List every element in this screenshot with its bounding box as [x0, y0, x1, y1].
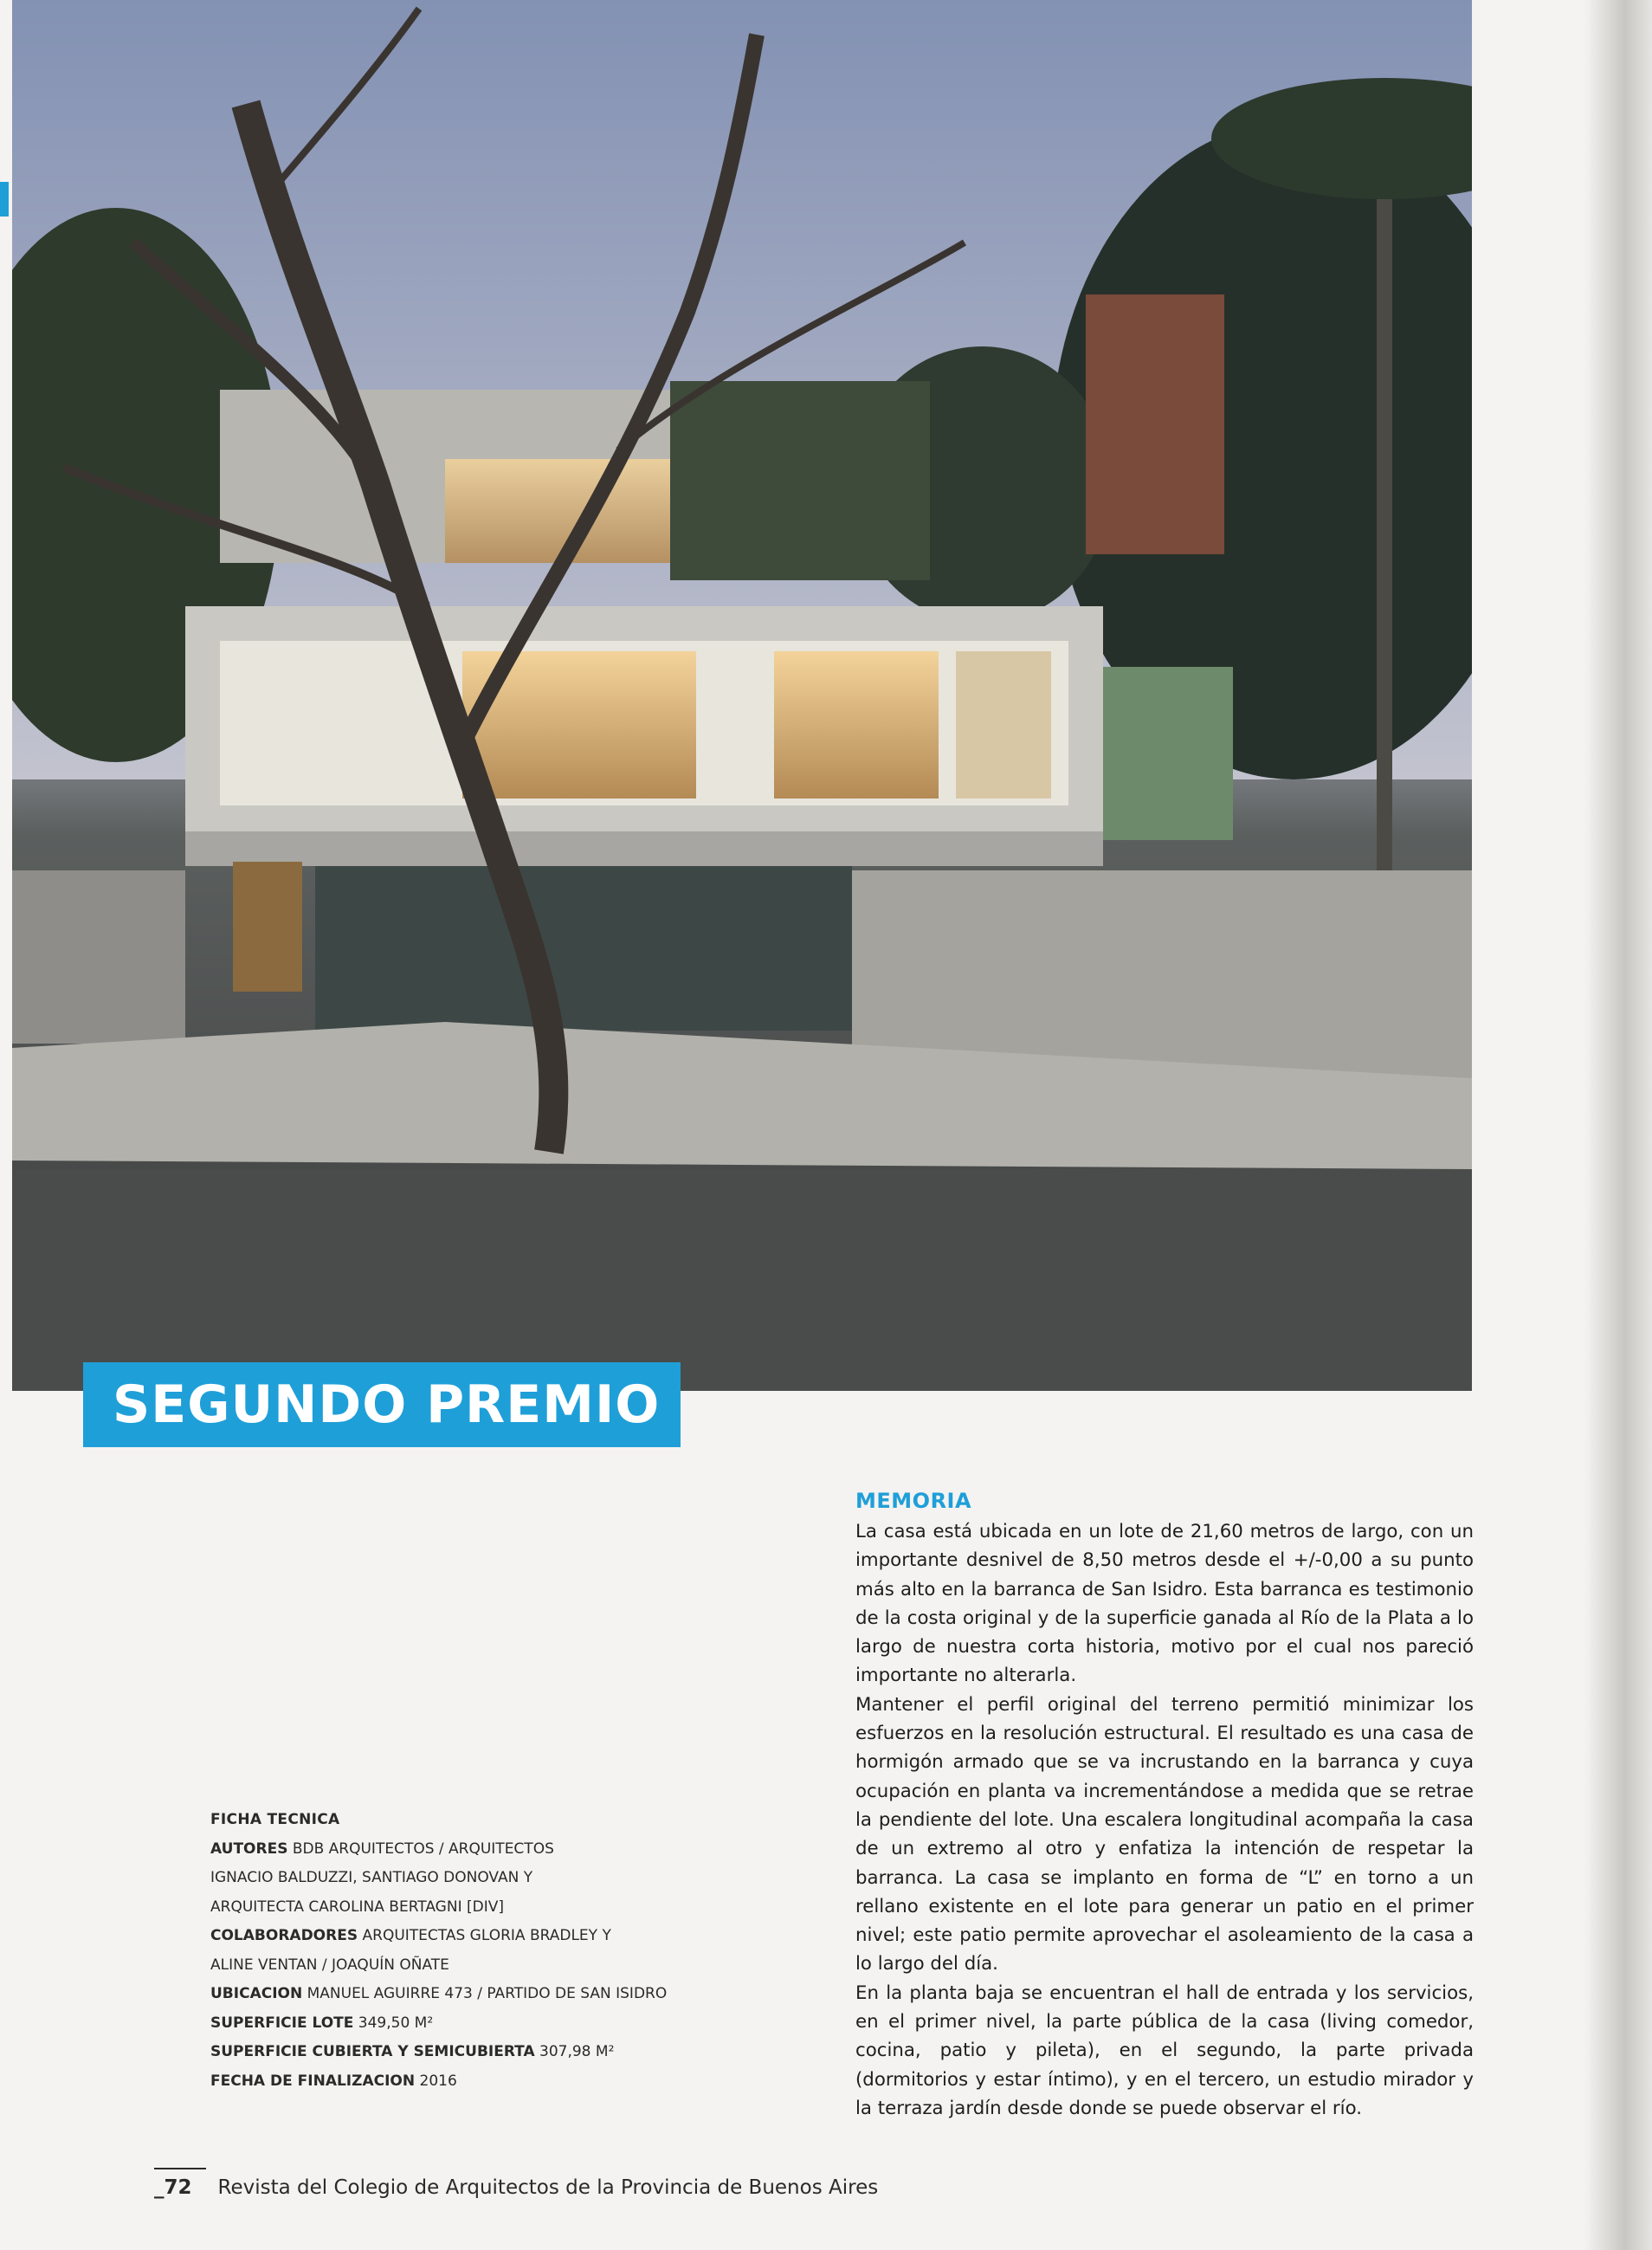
ubicacion-row	[210, 1980, 695, 2009]
page-fold-shadow	[1584, 0, 1652, 2250]
colaboradores-label: COLABORADORES	[210, 1927, 358, 1944]
lote-row	[210, 2009, 695, 2039]
autores-row	[210, 1835, 695, 1865]
memoria-paragraph-1: La casa está ubicada en un lote de 21,60 metros de largo, con un importante desnivel de 8,50 metros desde el +/-0,00 a su punto más alto en la barranca de San Isidro. Esta barranca es testimonio de la costa original y de la superficie ganada al Río de la Plata a lo largo de nuestra corta historia, motivo por el cual nos pareció importante no alterarla.	[855, 1521, 1474, 1687]
blue-edge-marker	[0, 182, 9, 217]
memoria-title: MEMORIA	[855, 1489, 972, 1513]
house-illustration	[12, 0, 1472, 1391]
cubierta-value: 307,98 M²	[539, 2043, 615, 2060]
memoria-paragraph-3: En la planta baja se encuentran el hall de entrada y los servicios, en el primer nivel, la parte pública de la casa (living comedor, cocina, patio y pileta), en el segundo, la parte privada (dormitorios y estar íntimo), y en el tercero, un estudio mirador y la terraza jardín desde donde se puede observar el río.	[855, 1982, 1474, 2119]
cubierta-label: SUPERFICIE CUBIERTA Y SEMICUBIERTA	[210, 2043, 535, 2060]
lote-label: SUPERFICIE LOTE	[210, 2014, 354, 2032]
fecha-value: 2016	[419, 2072, 457, 2090]
page-number: _72	[154, 2176, 192, 2199]
page-footer	[154, 2176, 878, 2199]
fecha-label: FECHA DE FINALIZACION	[210, 2072, 416, 2090]
house-photograph	[12, 0, 1472, 1391]
autores-line-1: BDB ARQUITECTOS / ARQUITECTOS	[292, 1839, 554, 1858]
memoria-section	[855, 1484, 1474, 2123]
colaboradores-row	[210, 1922, 695, 1951]
autores-line-3: ARQUITECTA CAROLINA BERTAGNI [DIV]	[210, 1898, 504, 1916]
memoria-paragraph-2: Mantener el perfil original del terreno permitió minimizar los esfuerzos en la resolución estructural. El resultado es una casa de hormigón armado que se va incrustando en la barranca y cuya ocupación en planta va incrementándose a medida que se retrae la pendiente del lote. Una escalera longitudinal acompaña la casa de un extremo al otro y enfatiza la intención de respetar la barranca. La casa se implanto en forma de “L” en torno a un rellano existente en el lote para generar un patio en el primer nivel; este patio permite aprovechar el asoleamiento de la casa a lo largo del día.	[855, 1693, 1474, 1975]
ubicacion-label: UBICACION	[210, 1985, 303, 2002]
footer-rule	[154, 2168, 206, 2169]
ubicacion-value: MANUEL AGUIRRE 473 / PARTIDO DE SAN ISIDRO	[307, 1985, 668, 2002]
lote-value: 349,50 M²	[358, 2014, 434, 2032]
cubierta-row	[210, 2038, 695, 2067]
colaboradores-line-1: ARQUITECTAS GLORIA BRADLEY Y	[362, 1927, 611, 1944]
autores-label: AUTORES	[210, 1839, 288, 1858]
fecha-row	[210, 2067, 695, 2097]
publication-name: Revista del Colegio de Arquitectos de la Provincia de Buenos Aires	[217, 2176, 879, 2199]
prize-banner: SEGUNDO PREMIO	[83, 1362, 681, 1447]
ficha-tecnica	[210, 1806, 695, 2096]
ficha-title: FICHA TECNICA	[210, 1811, 340, 1828]
colaboradores-line-2: ALINE VENTAN / JOAQUÍN OÑATE	[210, 1956, 449, 1974]
autores-line-2: IGNACIO BALDUZZI, SANTIAGO DONOVAN Y	[210, 1869, 533, 1886]
